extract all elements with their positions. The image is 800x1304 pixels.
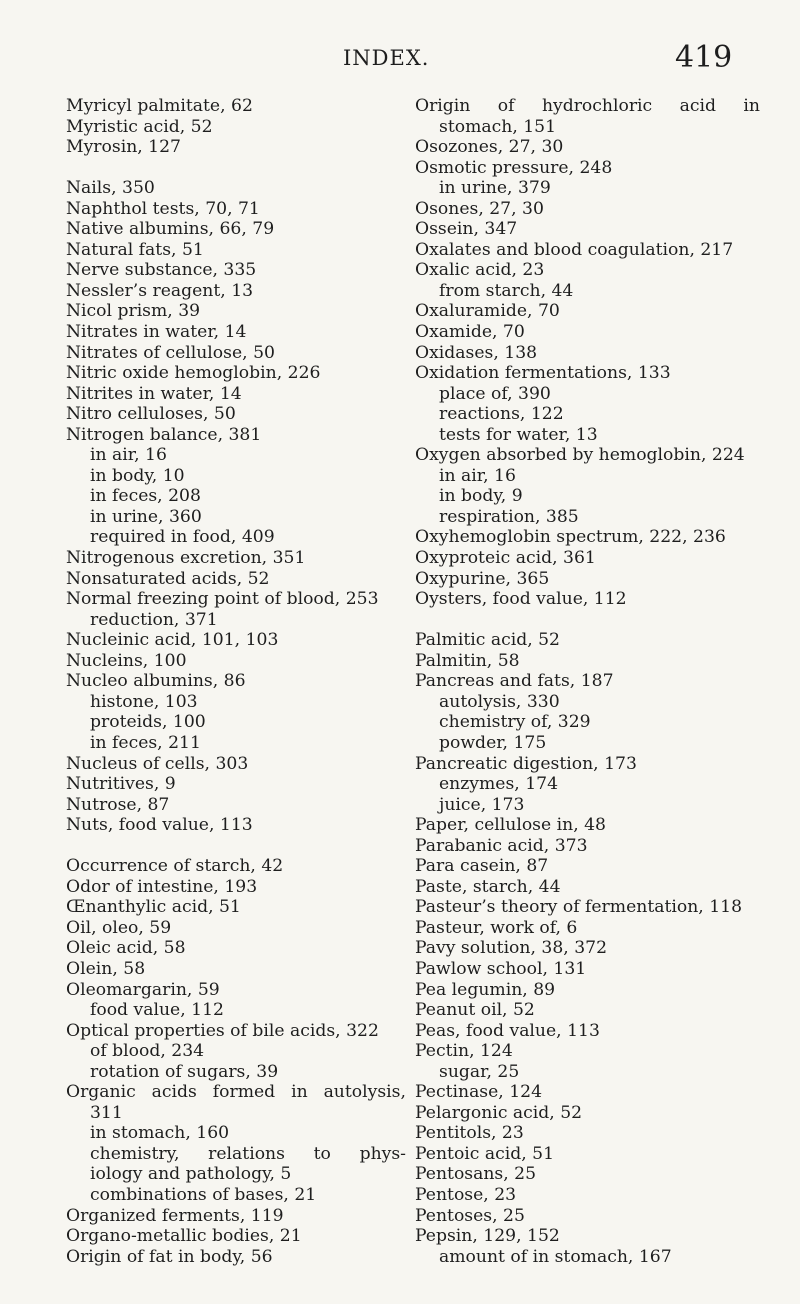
index-subentry: in feces, 211 [90, 732, 201, 753]
word: relations [208, 1143, 285, 1164]
index-subentry: in body, 10 [90, 465, 185, 486]
index-entry: Occurrence of starch, 42 [66, 856, 284, 877]
index-entry: Myrosin, 127 [66, 137, 181, 158]
word: in [743, 96, 760, 116]
section-gap [66, 158, 406, 179]
index-subentry [66, 1144, 406, 1165]
index-entry: Nonsaturated acids, 52 [66, 568, 270, 589]
index-entry: Palmitin, 58 [415, 650, 520, 671]
index-entry [415, 96, 760, 117]
index-entry: Oxyhemoglobin spectrum, 222, 236 [415, 527, 726, 548]
page-number: 419 [675, 40, 733, 75]
index-entry: Oxypurine, 365 [415, 568, 550, 589]
index-entry: Nails, 350 [66, 178, 155, 199]
index-subentry: from starch, 44 [439, 280, 574, 301]
index-subentry: in stomach, 160 [90, 1123, 230, 1144]
index-subentry: iology and pathology, 5 [90, 1164, 292, 1185]
index-subentry: in urine, 379 [439, 178, 551, 199]
index-subentry: respiration, 385 [439, 506, 579, 527]
index-entry: Oxyproteic acid, 361 [415, 548, 596, 569]
index-entry: Myricyl palmitate, 62 [66, 96, 253, 116]
index-entry: Native albumins, 66, 79 [66, 219, 275, 240]
index-column-right [415, 96, 760, 1267]
index-entry: Pawlow school, 131 [415, 958, 587, 979]
index-subentry: food value, 112 [90, 1000, 224, 1021]
index-subentry: reduction, 371 [90, 609, 218, 630]
index-entry: Pentoses, 25 [415, 1205, 525, 1226]
index-entry: Pentosans, 25 [415, 1164, 537, 1185]
index-entry: Parabanic acid, 373 [415, 835, 588, 856]
index-entry: Pasteur’s theory of fermentation, 118 [415, 897, 743, 918]
index-entry: Nucleus of cells, 303 [66, 753, 249, 774]
index-entry [66, 1082, 406, 1103]
index-subentry: amount of in stomach, 167 [439, 1246, 672, 1267]
index-entry: Para casein, 87 [415, 856, 549, 877]
index-entry: Oleic acid, 58 [66, 938, 186, 959]
index-entry: Ossein, 347 [415, 219, 518, 240]
index-subentry: 311 [90, 1102, 123, 1123]
index-entry: Oxygen absorbed by hemoglobin, 224 [415, 445, 745, 466]
index-subentry: in feces, 208 [90, 486, 201, 507]
index-entry: Nutritives, 9 [66, 774, 176, 795]
index-entry: Nessler’s reagent, 13 [66, 280, 254, 301]
index-entry: Pavy solution, 38, 372 [415, 938, 608, 959]
index-entry: Osones, 27, 30 [415, 198, 544, 219]
index-entry: Palmitic acid, 52 [415, 630, 560, 651]
running-header [0, 40, 800, 80]
index-entry: Oxidation fermentations, 133 [415, 363, 671, 384]
index-subentry: tests for water, 13 [439, 424, 598, 445]
index-subentry: reactions, 122 [439, 404, 564, 425]
index-entry: Nitrates in water, 14 [66, 322, 247, 343]
header-title: INDEX. [343, 46, 430, 70]
index-entry: Pentoic acid, 51 [415, 1143, 555, 1164]
index-entry: Oxalates and blood coagulation, 217 [415, 239, 734, 260]
word: acids [151, 1082, 197, 1103]
index-subentry: sugar, 25 [439, 1061, 520, 1082]
index-entry: Nerve substance, 335 [66, 260, 257, 281]
word: formed [212, 1082, 276, 1103]
index-entry: Pea legumin, 89 [415, 979, 556, 1000]
index-entry: Nucleinic acid, 101, 103 [66, 630, 279, 651]
index-entry: Myristic acid, 52 [66, 116, 213, 137]
index-subentry: in air, 16 [90, 445, 167, 466]
index-entry: Oil, oleo, 59 [66, 917, 172, 938]
index-subentry: stomach, 151 [439, 116, 557, 137]
index-entry: Nitrates of cellulose, 50 [66, 342, 275, 363]
index-entry: Nitrogenous excretion, 351 [66, 548, 306, 569]
word: chemistry, [90, 1143, 180, 1164]
word: Organic [66, 1082, 136, 1103]
index-entry: Pentose, 23 [415, 1184, 517, 1205]
index-entry: Oleomargarin, 59 [66, 979, 220, 1000]
word: in [291, 1082, 308, 1103]
index-subentry: in air, 16 [439, 465, 516, 486]
index-entry: Nicol prism, 39 [66, 301, 201, 322]
index-entry: Nucleins, 100 [66, 650, 187, 671]
index-entry: Oxaluramide, 70 [415, 301, 560, 322]
index-subentry: place of, 390 [439, 383, 551, 404]
index-entry: Odor of intestine, 193 [66, 876, 258, 897]
index-entry: Osozones, 27, 30 [415, 137, 564, 158]
word: hydrochloric [541, 96, 653, 116]
index-entry: Oxamide, 70 [415, 322, 525, 343]
index-entry: Organized ferments, 119 [66, 1205, 284, 1226]
index-subentry: histone, 103 [90, 691, 198, 712]
index-entry: Nitrites in water, 14 [66, 383, 242, 404]
index-entry: Nutrose, 87 [66, 794, 170, 815]
index-subentry: in body, 9 [439, 486, 523, 507]
index-subentry: enzymes, 174 [439, 774, 559, 795]
index-entry: Nuts, food value, 113 [66, 815, 253, 836]
index-entry: Naphthol tests, 70, 71 [66, 198, 260, 219]
word: phys- [359, 1143, 406, 1164]
index-subentry: autolysis, 330 [439, 691, 560, 712]
index-entry: Pelargonic acid, 52 [415, 1102, 583, 1123]
word: of [497, 96, 515, 116]
index-entry: Olein, 58 [66, 958, 146, 979]
index-entry: Nitric oxide hemoglobin, 226 [66, 363, 321, 384]
index-entry: Oysters, food value, 112 [415, 589, 627, 610]
index-entry: Origin of fat in body, 56 [66, 1246, 273, 1267]
index-entry: Pectin, 124 [415, 1041, 513, 1062]
index-subentry: proteids, 100 [90, 712, 206, 733]
section-gap [66, 836, 406, 857]
index-entry: Pectinase, 124 [415, 1082, 543, 1103]
index-subentry: combinations of bases, 21 [90, 1184, 317, 1205]
index-entry: Nitrogen balance, 381 [66, 424, 262, 445]
index-column-left [66, 96, 406, 1267]
index-entry: Pentitols, 23 [415, 1123, 524, 1144]
index-entry: Pancreatic digestion, 173 [415, 753, 637, 774]
index-entry: Peanut oil, 52 [415, 1000, 535, 1021]
index-subentry: of blood, 234 [90, 1041, 205, 1062]
index-entry: Paste, starch, 44 [415, 876, 561, 897]
index-entry: Nitro celluloses, 50 [66, 404, 236, 425]
word: acid [679, 96, 716, 116]
index-entry: Oxalic acid, 23 [415, 260, 545, 281]
section-gap [415, 610, 760, 631]
index-subentry: in urine, 360 [90, 506, 202, 527]
index-entry: Optical properties of bile acids, 322 [66, 1020, 379, 1041]
word: Origin [415, 96, 471, 116]
index-entry: Osmotic pressure, 248 [415, 157, 613, 178]
index-subentry: rotation of sugars, 39 [90, 1061, 279, 1082]
index-entry: Pepsin, 129, 152 [415, 1226, 560, 1247]
index-entry: Œnanthylic acid, 51 [66, 897, 241, 918]
index-entry: Pasteur, work of, 6 [415, 917, 578, 938]
index-entry: Pancreas and fats, 187 [415, 671, 614, 692]
word: autolysis, [323, 1082, 406, 1103]
index-entry: Peas, food value, 113 [415, 1020, 600, 1041]
index-subentry: powder, 175 [439, 732, 547, 753]
index-subentry: juice, 173 [439, 794, 525, 815]
index-entry: Nucleo albumins, 86 [66, 671, 246, 692]
index-subentry: chemistry of, 329 [439, 712, 591, 733]
word: to [313, 1143, 331, 1164]
index-subentry: required in food, 409 [90, 527, 275, 548]
index-entry: Paper, cellulose in, 48 [415, 815, 606, 836]
index-entry: Natural fats, 51 [66, 239, 204, 260]
index-entry: Oxidases, 138 [415, 342, 538, 363]
index-entry: Organo-metallic bodies, 21 [66, 1226, 302, 1247]
index-entry: Normal freezing point of blood, 253 [66, 589, 379, 610]
